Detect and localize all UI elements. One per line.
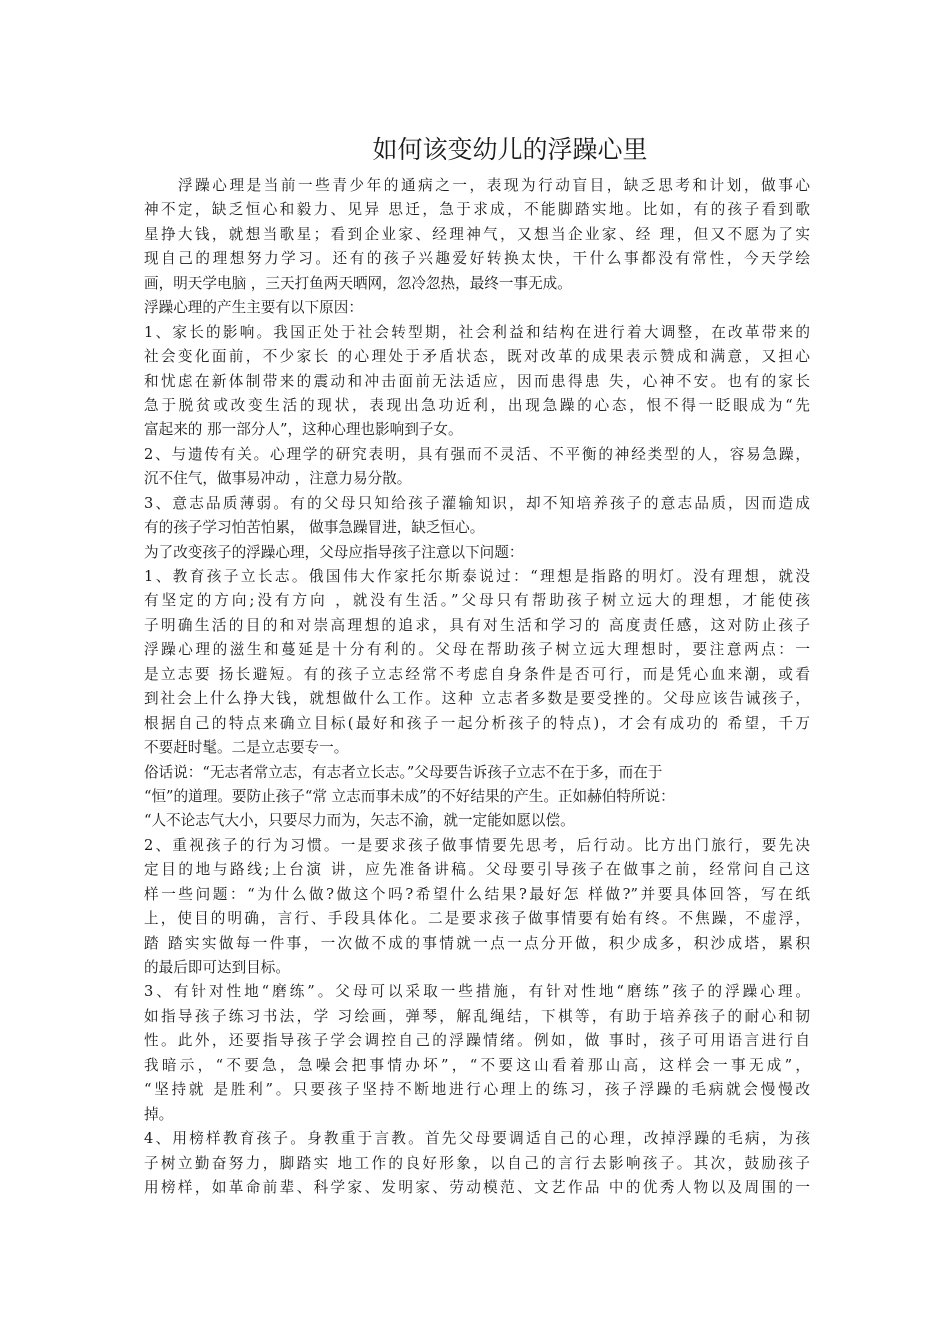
text-line: 神不定，缺乏恒心和毅力、见异 思迁，急于求成，不能脚踏实地。比如，有的孩子看到歌 [144,201,810,219]
text-line: 我暗示，“不要急，急噪会把事情办坏”，“不要这山看着那山高，这样会一事无成”， [144,1056,810,1074]
text-line: 星挣大钱，就想当歌星；看到企业家、经理神气，又想当企业家、经 理，但又不愿为了实 [144,225,810,243]
text-line: 的最后即可达到目标。 [144,959,290,976]
text-line: 有坚定的方向;没有方向 ，就没有生活。”父母只有帮助孩子树立远大的理想，才能使孩 [144,592,810,610]
text-line: 定目的地与路线;上台演 讲，应先准备讲稿。父母要引导孩子在做事之前，经常问自己这 [144,861,810,879]
text-line: 有的孩子学习怕苦怕累， 做事急躁冒进，缺乏恒心。 [144,519,485,537]
text-line: 到社会上什么挣大钱，就想做什么工作。这种 立志者多数是要受挫的。父母应该告诫孩子， [144,690,810,708]
document-title: 如何该变幼儿的浮躁心里 [372,135,648,164]
text-line: 子明确生活的目的和对崇高理想的追求，具有对生活和学习的 高度责任感，这对防止孩子 [144,616,810,634]
text-line: 富起来的 那一部分人”，这种心理也影响到子女。 [144,421,463,439]
text-line: 2、与遗传有关。心理学的研究表明，具有强而不灵活、不平衡的神经类型的人，容易急躁， [144,445,810,463]
text-line: 1、教育孩子立长志。俄国伟大作家托尔斯泰说过：“理想是指路的明灯。没有理想，就没 [144,568,810,585]
document-body [144,174,810,1200]
text-line: 和忧虑在新体制带来的震动和冲击面前无法适应，因而患得患 失，心神不安。也有的家长 [144,372,810,390]
text-line: 3、有针对性地“磨练”。父母可以采取一些措施，有针对性地“磨练”孩子的浮躁心理。 [144,983,810,1001]
text-line: 浮躁心理的产生主要有以下原因： [144,299,363,317]
text-line: 4、用榜样教育孩子。身教重于言教。首先父母要调适自己的心理，改掉浮躁的毛病，为孩 [144,1130,810,1148]
text-line: 2、重视孩子的行为习惯。一是要求孩子做事情要先思考，后行动。比方出门旅行，要先决 [144,836,810,854]
text-line: 子树立勤奋努力，脚踏实 地工作的良好形象，以自己的言行去影响孩子。其次，鼓励孩子 [144,1154,810,1172]
text-line: 浮躁心理是当前一些青少年的通病之一，表现为行动盲目，缺乏思考和计划，做事心 [178,177,810,194]
text-line: 俗话说：“无志者常立志，有志者立长志。”父母要告诉孩子立志不在于多，而在于 [144,763,663,781]
text-line: 掉。 [144,1105,174,1123]
text-line: 性。此外，还要指导孩子学会调控自己的浮躁情绪。例如，做 事时，孩子可用语言进行自 [144,1032,810,1050]
text-line: 是立志要 扬长避短。有的孩子立志经常不考虑自身条件是否可行，而是凭心血来潮，或看 [144,665,810,683]
text-line: 上，使目的明确，言行、手段具体化。二是要求孩子做事情要有始有终。不焦躁，不虚浮， [144,910,810,928]
text-line: 如指导孩子练习书法，学 习绘画，弹琴，解乱绳结，下棋等，有助于培养孩子的耐心和韧 [144,1007,810,1025]
text-line: 样一些问题：“为什么做?做这个吗?希望什么结果?最好怎 样做?”并要具体回答，写在纸 [144,885,810,903]
text-line: 沉不住气，做事易冲动 ，注意力易分散。 [144,470,412,488]
text-line: 浮躁心理的滋生和蔓延是十分有利的。父母在帮助孩子树立远大理想时，要注意两点：一 [144,641,810,659]
text-line: “恒”的道理。要防止孩子“常 立志而事未成”的不好结果的产生。正如赫伯特所说： [144,787,675,805]
text-line: 3、意志品质薄弱。有的父母只知给孩子灌输知识，却不知培养孩子的意志品质，因而造成 [144,494,810,512]
text-line: 不要赶时髦。二是立志要专一。 [144,739,349,757]
text-line: 为了改变孩子的浮躁心理，父母应指导孩子注意以下问题： [144,543,524,561]
text-line: 画，明天学电脑 ，三天打鱼两天晒网，忽冷忽热，最终一事无成。 [144,274,572,292]
text-line: “坚持就 是胜利”。只要孩子坚持不断地进行心理上的练习，孩子浮躁的毛病就会慢慢改 [144,1081,810,1099]
text-line: 1、家长的影响。我国正处于社会转型期，社会利益和结构在进行着大调整，在改革带来的 [144,323,810,341]
text-line: 急于脱贫或改变生活的现状，表现出急功近利，出现急躁的心态，恨不得一眨眼成为“先 [144,396,810,414]
text-line: 用榜样，如革命前辈、科学家、发明家、劳动模范、文艺作品 中的优秀人物以及周围的一 [144,1178,810,1196]
text-line: “人不论志气大小，只要尽力而为，矢志不渝，就一定能如愿以偿。 [144,812,575,830]
text-line: 踏 踏实实做每一件事，一次做不成的事情就一点一点分开做，积少成多，积沙成塔，累积 [144,934,810,952]
text-line: 根据自己的特点来确立目标(最好和孩子一起分析孩子的特点)，才会有成功的 希望，千万 [144,714,810,732]
text-line: 现自己的理想努力学习。还有的孩子兴趣爱好转换太快，干什么事都没有常性，今天学绘 [144,250,810,268]
text-line: 社会变化面前，不少家长 的心理处于矛盾状态，既对改革的成果表示赞成和满意，又担心 [144,348,810,366]
